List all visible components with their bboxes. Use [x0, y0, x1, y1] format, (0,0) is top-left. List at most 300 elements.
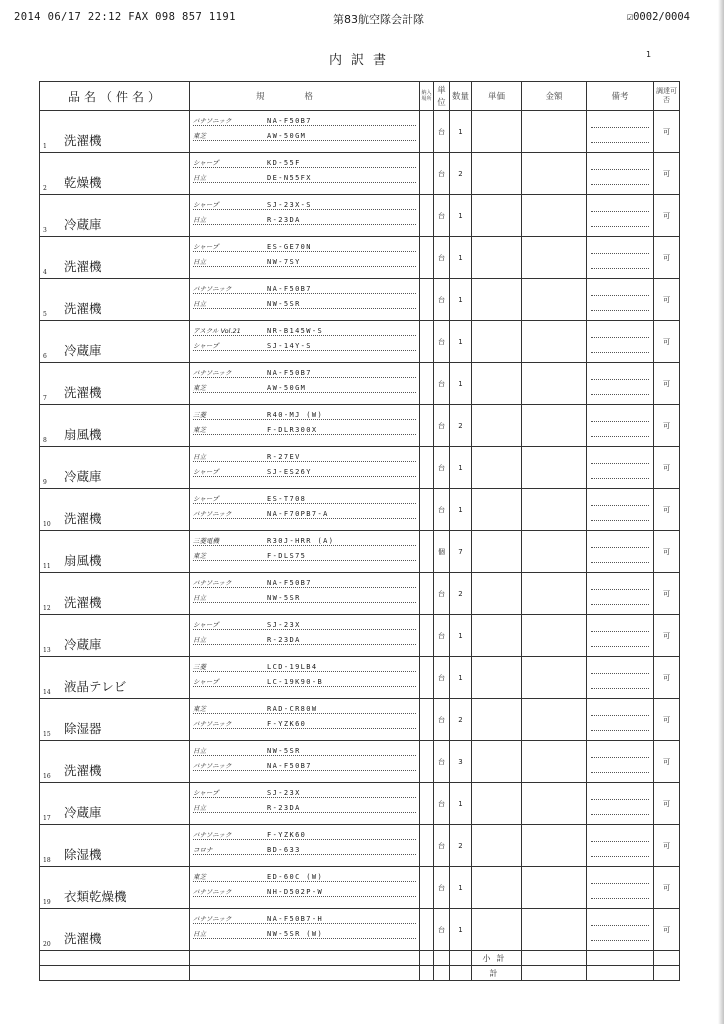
item-name: 冷蔵庫: [64, 469, 102, 484]
amount-cell: [522, 405, 587, 447]
availability-cell: 可: [654, 615, 680, 657]
qty-cell: 1: [450, 615, 472, 657]
place-cell: [420, 195, 434, 237]
unit-cell: 個: [434, 531, 450, 573]
spec-line: [193, 926, 416, 939]
table-body: [40, 111, 680, 951]
spec-cell: [190, 363, 420, 405]
item-name-cell: [40, 741, 190, 783]
item-name-cell: [40, 531, 190, 573]
price-cell: [472, 321, 522, 363]
scan-edge-shadow: [718, 0, 724, 1024]
item-name-cell: [40, 111, 190, 153]
spec-line: [193, 239, 416, 252]
remarks-cell: [587, 699, 654, 741]
availability-cell: 可: [654, 321, 680, 363]
fax-sender: 第83航空隊会計隊: [333, 13, 424, 26]
spec-line: [193, 422, 416, 435]
item-number: 9: [43, 479, 47, 486]
item-number: 10: [43, 521, 51, 528]
availability-cell: 可: [654, 573, 680, 615]
maker-name: コロナ: [193, 846, 213, 854]
place-cell: [420, 111, 434, 153]
spec-line: [193, 338, 416, 351]
model-number: NW-5SR (W): [267, 930, 324, 938]
place-cell: [420, 489, 434, 531]
maker-name: シャープ: [193, 243, 219, 251]
price-cell: [472, 363, 522, 405]
table-row: [40, 447, 680, 489]
table-row: [40, 237, 680, 279]
spec-line: [193, 281, 416, 294]
place-cell: [420, 321, 434, 363]
amount-cell: [522, 741, 587, 783]
model-number: NA-F50B7: [267, 369, 312, 377]
model-number: R40-MJ (W): [267, 411, 324, 419]
price-cell: [472, 489, 522, 531]
item-name: 冷蔵庫: [64, 805, 102, 820]
price-cell: [472, 405, 522, 447]
spec-cell: [190, 237, 420, 279]
qty-cell: 1: [450, 279, 472, 321]
item-name-cell: [40, 405, 190, 447]
amount-cell: [522, 447, 587, 489]
spec-line: [193, 254, 416, 267]
spec-cell: [190, 405, 420, 447]
spec-line: [193, 170, 416, 183]
item-name-cell: [40, 909, 190, 951]
table-row: [40, 909, 680, 951]
place-cell: [420, 783, 434, 825]
model-number: NA-F70PB7-A: [267, 510, 329, 518]
model-number: F-DLS75: [267, 552, 307, 560]
item-name: 除湿器: [64, 721, 102, 736]
remarks-cell: [587, 405, 654, 447]
model-number: F-YZK60: [267, 831, 307, 839]
item-name: 衣類乾燥機: [64, 889, 127, 904]
amount-cell: [522, 489, 587, 531]
unit-cell: 台: [434, 363, 450, 405]
model-number: SJ-23X: [267, 621, 301, 629]
place-cell: [420, 657, 434, 699]
spec-cell: [190, 783, 420, 825]
col-header-availability: 調達可否: [654, 82, 680, 111]
unit-cell: 台: [434, 405, 450, 447]
remarks-cell: [587, 783, 654, 825]
item-name-cell: [40, 657, 190, 699]
remarks-cell: [587, 657, 654, 699]
spec-line: [193, 869, 416, 882]
unit-cell: 台: [434, 195, 450, 237]
maker-name: パナソニック: [193, 915, 232, 923]
maker-name: 日立: [193, 300, 206, 308]
item-number: 16: [43, 773, 51, 780]
spec-line: [193, 464, 416, 477]
fax-header: [0, 11, 724, 27]
remarks-cell: [587, 195, 654, 237]
item-name-cell: [40, 447, 190, 489]
maker-name: パナソニック: [193, 720, 232, 728]
model-number: ES-T708: [267, 495, 307, 503]
spec-line: [193, 716, 416, 729]
place-cell: [420, 825, 434, 867]
item-name-cell: [40, 867, 190, 909]
spec-line: [193, 575, 416, 588]
model-number: NR-B145W-S: [267, 327, 324, 335]
spec-cell: [190, 531, 420, 573]
model-number: NA-F50B7: [267, 762, 312, 770]
qty-cell: 2: [450, 573, 472, 615]
item-number: 7: [43, 395, 47, 402]
spec-cell: [190, 825, 420, 867]
maker-name: シャープ: [193, 201, 219, 209]
maker-name: シャープ: [193, 159, 219, 167]
amount-cell: [522, 153, 587, 195]
spec-line: [193, 380, 416, 393]
item-name-cell: [40, 321, 190, 363]
table-row: [40, 741, 680, 783]
place-cell: [420, 363, 434, 405]
item-name: 洗濯機: [64, 259, 102, 274]
availability-cell: 可: [654, 489, 680, 531]
availability-cell: 可: [654, 447, 680, 489]
spec-line: [193, 758, 416, 771]
spec-cell: [190, 615, 420, 657]
remarks-cell: [587, 531, 654, 573]
remarks-cell: [587, 321, 654, 363]
unit-cell: 台: [434, 783, 450, 825]
remarks-cell: [587, 573, 654, 615]
item-name-cell: [40, 699, 190, 741]
maker-name: シャープ: [193, 678, 219, 686]
spec-line: [193, 212, 416, 225]
col-header-amount: 金額: [522, 82, 587, 111]
model-number: DE-N55FX: [267, 174, 312, 182]
item-name: 冷蔵庫: [64, 217, 102, 232]
spec-cell: [190, 279, 420, 321]
unit-cell: 台: [434, 699, 450, 741]
qty-cell: 1: [450, 489, 472, 531]
maker-name: パナソニック: [193, 285, 232, 293]
model-number: NH-D502P-W: [267, 888, 324, 896]
maker-name: 三菱: [193, 411, 206, 419]
item-name: 洗濯機: [64, 595, 102, 610]
maker-name: パナソニック: [193, 762, 232, 770]
maker-name: パナソニック: [193, 117, 232, 125]
item-number: 2: [43, 185, 47, 192]
subtotal-label: 小計: [472, 951, 522, 966]
maker-name: 日立: [193, 258, 206, 266]
model-number: ES-GE70N: [267, 243, 312, 251]
model-number: NW-7SY: [267, 258, 301, 266]
amount-cell: [522, 195, 587, 237]
maker-name: シャープ: [193, 495, 219, 503]
amount-cell: [522, 363, 587, 405]
remarks-cell: [587, 741, 654, 783]
availability-cell: 可: [654, 909, 680, 951]
model-number: AW-50GM: [267, 132, 307, 140]
remarks-cell: [587, 153, 654, 195]
table-row: [40, 573, 680, 615]
availability-cell: 可: [654, 825, 680, 867]
qty-cell: 7: [450, 531, 472, 573]
spec-line: [193, 590, 416, 603]
spec-line: [193, 617, 416, 630]
model-number: R-27EV: [267, 453, 301, 461]
price-cell: [472, 279, 522, 321]
col-header-spec: 規格: [190, 82, 420, 111]
spec-cell: [190, 447, 420, 489]
maker-name: 日立: [193, 174, 206, 182]
table-row: [40, 279, 680, 321]
unit-cell: 台: [434, 825, 450, 867]
price-cell: [472, 825, 522, 867]
maker-name: アスクル Vol.21: [193, 327, 241, 335]
price-cell: [472, 909, 522, 951]
item-name: 洗濯機: [64, 301, 102, 316]
maker-name: シャープ: [193, 468, 219, 476]
unit-cell: 台: [434, 153, 450, 195]
amount-cell: [522, 573, 587, 615]
remarks-cell: [587, 867, 654, 909]
table-row: [40, 783, 680, 825]
item-name: 扇風機: [64, 427, 102, 442]
maker-name: 東芝: [193, 132, 206, 140]
availability-cell: 可: [654, 405, 680, 447]
item-name: 液晶テレビ: [64, 679, 127, 694]
qty-cell: 1: [450, 909, 472, 951]
col-header-qty: 数量: [450, 82, 472, 111]
model-number: SJ-23X-S: [267, 201, 312, 209]
amount-cell: [522, 531, 587, 573]
qty-cell: 1: [450, 657, 472, 699]
spec-cell: [190, 153, 420, 195]
qty-cell: 2: [450, 153, 472, 195]
item-name: 乾燥機: [64, 175, 102, 190]
table-row: [40, 321, 680, 363]
maker-name: 三菱: [193, 663, 206, 671]
spec-line: [193, 296, 416, 309]
model-number: NW-5SR: [267, 747, 301, 755]
spec-line: [193, 842, 416, 855]
item-number: 12: [43, 605, 51, 612]
unit-cell: 台: [434, 867, 450, 909]
price-cell: [472, 657, 522, 699]
availability-cell: 可: [654, 279, 680, 321]
spec-line: [193, 827, 416, 840]
price-cell: [472, 153, 522, 195]
amount-cell: [522, 867, 587, 909]
availability-cell: 可: [654, 531, 680, 573]
qty-cell: 2: [450, 699, 472, 741]
spec-line: [193, 884, 416, 897]
item-name-cell: [40, 615, 190, 657]
item-number: 14: [43, 689, 51, 696]
maker-name: 東芝: [193, 873, 206, 881]
amount-cell: [522, 111, 587, 153]
model-number: F-DLR300X: [267, 426, 318, 434]
model-number: NA-F50B7-H: [267, 915, 324, 923]
qty-cell: 2: [450, 405, 472, 447]
item-number: 8: [43, 437, 47, 444]
item-name-cell: [40, 279, 190, 321]
model-number: LC-19K90-B: [267, 678, 324, 686]
spec-line: [193, 548, 416, 561]
table-row: [40, 153, 680, 195]
model-number: NW-5SR: [267, 594, 301, 602]
qty-cell: 2: [450, 825, 472, 867]
qty-cell: 1: [450, 783, 472, 825]
remarks-cell: [587, 447, 654, 489]
unit-cell: 台: [434, 489, 450, 531]
place-cell: [420, 909, 434, 951]
place-cell: [420, 867, 434, 909]
maker-name: 東芝: [193, 384, 206, 392]
remarks-cell: [587, 615, 654, 657]
model-number: SJ-ES26Y: [267, 468, 312, 476]
item-number: 17: [43, 815, 51, 822]
table-row: [40, 489, 680, 531]
price-cell: [472, 195, 522, 237]
table-row: [40, 657, 680, 699]
model-number: R-23DA: [267, 804, 301, 812]
item-name-cell: [40, 195, 190, 237]
item-name: 扇風機: [64, 553, 102, 568]
spec-line: [193, 800, 416, 813]
model-number: NA-F50B7: [267, 117, 312, 125]
maker-name: 日立: [193, 636, 206, 644]
item-number: 15: [43, 731, 51, 738]
price-cell: [472, 447, 522, 489]
col-header-place: 納入場所: [420, 82, 434, 111]
item-number: 11: [43, 563, 51, 570]
item-name: 洗濯機: [64, 511, 102, 526]
spec-line: [193, 155, 416, 168]
total-row: [40, 966, 680, 981]
amount-cell: [522, 825, 587, 867]
qty-cell: 1: [450, 867, 472, 909]
availability-cell: 可: [654, 195, 680, 237]
page-number: 1: [646, 50, 652, 59]
item-number: 3: [43, 227, 47, 234]
col-header-remarks: 備考: [587, 82, 654, 111]
item-number: 1: [43, 143, 47, 150]
model-number: R30J-HRR (A): [267, 537, 335, 545]
price-cell: [472, 531, 522, 573]
place-cell: [420, 741, 434, 783]
maker-name: パナソニック: [193, 579, 232, 587]
item-number: 4: [43, 269, 47, 276]
place-cell: [420, 153, 434, 195]
place-cell: [420, 615, 434, 657]
spec-line: [193, 911, 416, 924]
qty-cell: 1: [450, 363, 472, 405]
model-number: LCD-19LB4: [267, 663, 318, 671]
model-number: SJ-23X: [267, 789, 301, 797]
qty-cell: 1: [450, 321, 472, 363]
maker-name: シャープ: [193, 621, 219, 629]
spec-cell: [190, 321, 420, 363]
place-cell: [420, 279, 434, 321]
spec-cell: [190, 699, 420, 741]
qty-cell: 1: [450, 195, 472, 237]
remarks-cell: [587, 909, 654, 951]
maker-name: 東芝: [193, 552, 206, 560]
item-number: 18: [43, 857, 51, 864]
model-number: SJ-14Y-S: [267, 342, 312, 350]
table-row: [40, 699, 680, 741]
model-number: NA-F50B7: [267, 579, 312, 587]
unit-cell: 台: [434, 615, 450, 657]
availability-cell: 可: [654, 783, 680, 825]
spec-cell: [190, 909, 420, 951]
model-number: F-YZK60: [267, 720, 307, 728]
maker-name: シャープ: [193, 789, 219, 797]
item-name-cell: [40, 825, 190, 867]
spec-line: [193, 128, 416, 141]
maker-name: 東芝: [193, 705, 206, 713]
table-row: [40, 111, 680, 153]
availability-cell: 可: [654, 699, 680, 741]
unit-cell: 台: [434, 573, 450, 615]
place-cell: [420, 405, 434, 447]
maker-name: パナソニック: [193, 510, 232, 518]
document-title: 内訳書: [328, 53, 395, 68]
maker-name: 日立: [193, 804, 206, 812]
item-name: 除湿機: [64, 847, 102, 862]
item-name-cell: [40, 489, 190, 531]
unit-cell: 台: [434, 237, 450, 279]
model-number: NW-5SR: [267, 300, 301, 308]
price-cell: [472, 741, 522, 783]
qty-cell: 1: [450, 237, 472, 279]
table-row: [40, 363, 680, 405]
amount-cell: [522, 783, 587, 825]
price-cell: [472, 615, 522, 657]
amount-cell: [522, 657, 587, 699]
maker-name: 日立: [193, 930, 206, 938]
model-number: ED-60C (W): [267, 873, 324, 881]
fax-page-counter: ☑0002/0004: [626, 11, 690, 23]
price-cell: [472, 573, 522, 615]
item-number: 5: [43, 311, 47, 318]
amount-cell: [522, 279, 587, 321]
spec-cell: [190, 741, 420, 783]
spec-line: [193, 533, 416, 546]
spec-line: [193, 659, 416, 672]
price-cell: [472, 237, 522, 279]
maker-name: 三菱電機: [193, 537, 219, 545]
item-name-cell: [40, 237, 190, 279]
item-name-cell: [40, 783, 190, 825]
model-number: BD-633: [267, 846, 301, 854]
amount-cell: [522, 321, 587, 363]
item-number: 13: [43, 647, 51, 654]
availability-cell: 可: [654, 153, 680, 195]
spec-line: [193, 365, 416, 378]
qty-cell: 1: [450, 111, 472, 153]
spec-line: [193, 491, 416, 504]
total-label: 計: [472, 966, 522, 981]
amount-cell: [522, 909, 587, 951]
qty-cell: 1: [450, 447, 472, 489]
breakdown-table-wrapper: [39, 81, 680, 981]
model-number: R-23DA: [267, 216, 301, 224]
col-header-unit: 単位: [434, 82, 450, 111]
maker-name: パナソニック: [193, 831, 232, 839]
maker-name: 日立: [193, 453, 206, 461]
item-number: 20: [43, 941, 51, 948]
